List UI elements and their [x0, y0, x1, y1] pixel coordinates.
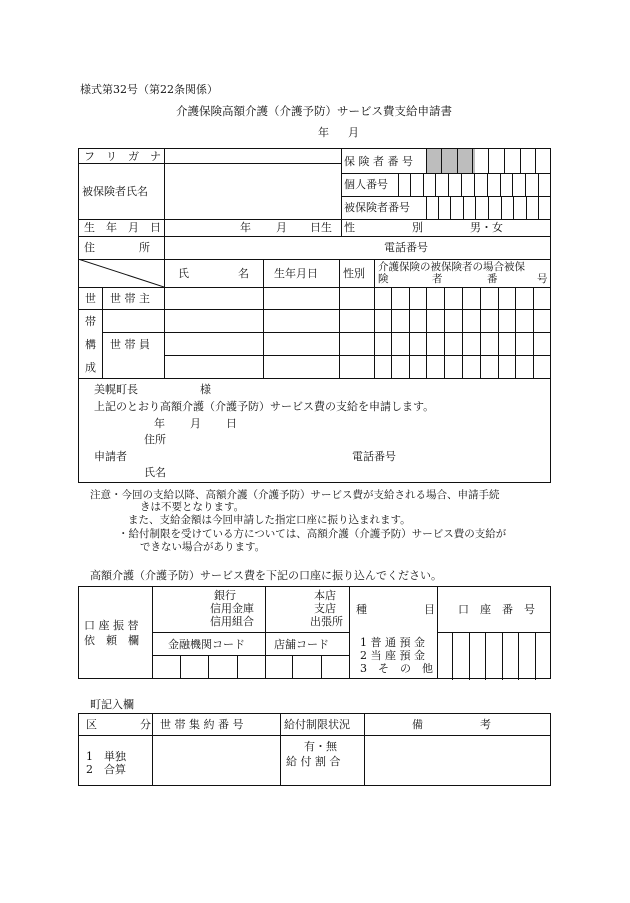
kind-label: 種	[356, 603, 367, 616]
household-col-number-line2c: 番	[487, 273, 498, 285]
note-line: また、支給金額は今回申請した指定口座に振り込まれます。	[128, 514, 411, 526]
request-year: 年	[154, 417, 165, 430]
request-statement: 上記のとおり高額介護（介護予防）サービス費の支給を申請します。	[94, 400, 435, 413]
town-col-household: 世 帯 集 約 番 号	[160, 718, 244, 731]
birth-month-label: 月	[276, 221, 287, 234]
side-char: 帯	[85, 315, 96, 328]
account-type-option[interactable]: 1 普 通 預 金	[360, 636, 425, 649]
request-day: 日	[226, 417, 237, 430]
bank-code-boxes[interactable]	[152, 655, 265, 679]
household-col-name2: 名	[238, 267, 249, 280]
household-number-boxes[interactable]	[374, 287, 551, 309]
form-title: 介護保険高額介護（介護予防）サービス費支給申請書	[176, 104, 452, 118]
side-char: 世	[85, 292, 96, 305]
birth-year-label: 年	[240, 221, 251, 234]
insured-number-boxes[interactable]	[426, 196, 551, 219]
household-col-sex: 性別	[343, 267, 365, 280]
insured-number-label: 被保険者番号	[344, 201, 410, 214]
town-col-category-2: 分	[140, 718, 151, 731]
household-number-boxes[interactable]	[374, 355, 551, 378]
household-col-number-line2a: 険	[378, 273, 389, 285]
address-field[interactable]	[166, 238, 376, 258]
branch-type: 本店	[314, 589, 336, 602]
sex-label-suffix: 別	[412, 221, 423, 234]
household-number-boxes[interactable]	[374, 309, 551, 332]
birth-date-label: 生 年 月 日	[84, 221, 161, 234]
account-type-option[interactable]: 3 そ の 他	[360, 662, 433, 675]
individual-number-label: 個人番号	[344, 178, 388, 191]
note-line: 注意・今回の支給以降、高額介護（介護予防）サービス費が支給される場合、申請手続	[90, 489, 500, 501]
insurer-number-label: 保 険 者 番 号	[344, 155, 413, 168]
account-type-option[interactable]: 2 当 座 預 金	[360, 649, 425, 662]
side-char: 構	[85, 338, 96, 351]
restriction-value: 有・無	[304, 740, 337, 753]
household-col-name: 氏	[178, 267, 189, 280]
header-year-label: 年	[318, 126, 329, 139]
household-col-number-line2b: 者	[432, 273, 443, 285]
addressee: 美幌町長	[94, 383, 138, 396]
bank-type: 銀行	[214, 589, 236, 602]
kind-label-2: 目	[424, 603, 435, 616]
transfer-label-1: 口 座 振 替	[84, 619, 139, 632]
note-line: ・給付制限を受けている方については、高額介護（介護予防）サービス費の支給が	[118, 528, 507, 540]
transfer-label-2: 依 頼 欄	[84, 634, 139, 647]
individual-number-boxes[interactable]	[398, 173, 551, 196]
diagonal-header-cell	[78, 259, 164, 287]
side-char: 成	[85, 361, 96, 374]
account-number-label: 口 座 番 号	[458, 603, 535, 616]
branch-code-boxes[interactable]	[265, 655, 349, 679]
town-col-remarks: 備	[412, 718, 423, 731]
applicant-label: 申請者	[94, 450, 127, 463]
bank-code-label: 金融機関コード	[168, 638, 245, 651]
restriction-value: 給 付 割 合	[286, 755, 341, 768]
household-col-number-line2d: 号	[537, 273, 548, 285]
category-value: 2 合算	[86, 763, 126, 776]
header-month-label: 月	[348, 126, 359, 139]
branch-type: 出張所	[310, 615, 343, 628]
request-name-label: 氏名	[144, 466, 166, 479]
insurer-number-boxes[interactable]	[426, 148, 551, 173]
insured-name-field[interactable]	[166, 165, 339, 217]
bank-type: 信用組合	[210, 615, 254, 628]
town-col-remarks-2: 考	[480, 718, 491, 731]
form-number: 様式第32号（第22条関係）	[80, 83, 218, 96]
household-number-boxes[interactable]	[374, 332, 551, 355]
insured-name-label: 被保険者氏名	[82, 185, 148, 198]
category-value: 1 単独	[86, 750, 126, 763]
furigana-field[interactable]	[166, 150, 339, 162]
town-section-title: 町記入欄	[90, 698, 134, 711]
household-member-label: 世 帯 員	[110, 338, 150, 351]
note-line: きは不要となります。	[140, 501, 245, 513]
town-col-category: 区	[86, 718, 97, 731]
sex-choice[interactable]: 男・女	[470, 221, 503, 234]
household-col-number-line1: 介護保険の被保険者の場合被保	[378, 261, 525, 273]
sex-label: 性	[344, 221, 355, 234]
branch-type: 支店	[314, 602, 336, 615]
note-line: できない場合があります。	[140, 541, 266, 553]
phone-label: 電話番号	[384, 241, 428, 254]
bank-intro: 高額介護（介護予防）サービス費を下記の口座に振り込んでください。	[90, 569, 442, 582]
request-address-label: 住所	[144, 433, 166, 446]
household-head-label: 世 帯 主	[110, 292, 150, 305]
furigana-label: フ リ ガ ナ	[84, 150, 161, 163]
account-number-boxes[interactable]	[437, 632, 551, 680]
request-month: 月	[190, 417, 201, 430]
address-label: 住 所	[84, 241, 150, 254]
household-col-birth: 生年月日	[274, 267, 318, 280]
request-phone-label: 電話番号	[352, 450, 396, 463]
town-col-restriction: 給付制限状況	[284, 718, 350, 731]
bank-type: 信用金庫	[210, 602, 254, 615]
birth-day-label: 日生	[310, 221, 332, 234]
branch-code-label: 店舗コード	[274, 638, 329, 651]
addressee-sama: 様	[200, 383, 211, 396]
